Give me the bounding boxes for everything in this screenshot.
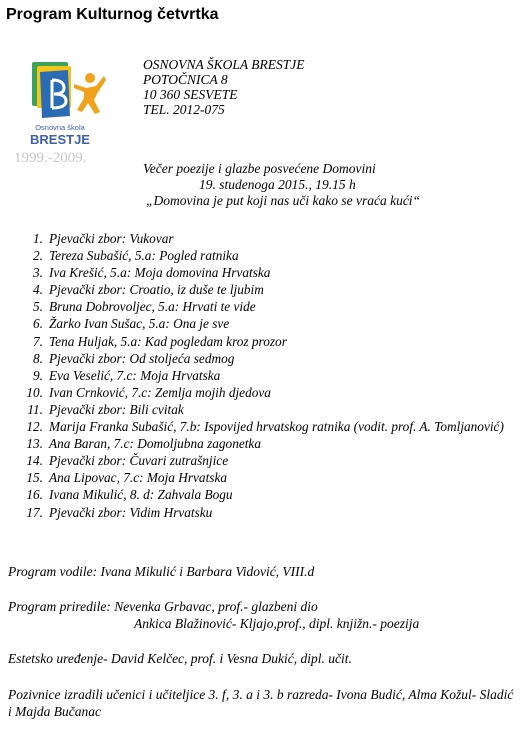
event-date: 19. studenoga 2015., 19.15 h xyxy=(199,177,356,192)
program-item: 8. Pjevački zbor: Od stoljeća sedmog xyxy=(33,350,235,366)
program-item: 4. Pjevački zbor: Croatio, iz duše te ljubim xyxy=(33,282,264,298)
program-list xyxy=(18,230,523,521)
page-title: Program Kulturnog četvrtka xyxy=(6,6,219,23)
address-line: 10 360 SESVETE xyxy=(143,87,238,102)
program-item: 3. Iva Krešić, 5.a: Moja domovina Hrvatska xyxy=(33,265,271,281)
program-item: 7. Tena Huljak, 5.a: Kad pogledam kroz prozor xyxy=(33,333,287,349)
address-line: TEL. 2012-075 xyxy=(143,102,225,117)
program-item: 11. Pjevački zbor: Bili cvitak xyxy=(27,401,184,417)
program-item: 15. Ana Lipovac, 7.c: Moja Hrvatska xyxy=(26,470,227,486)
logo-years: 1999.-2009. xyxy=(14,150,87,166)
address-line: OSNOVNA ŠKOLA BRESTJE xyxy=(143,57,305,72)
design-line: Estetsko uređenje- David Kelčec, prof. i Vesna Dukić, dipl. učit. xyxy=(8,651,352,666)
event-info xyxy=(143,161,523,209)
program-item: 2. Tereza Subašić, 5.a: Pogled ratnika xyxy=(33,248,239,264)
logo-figure-head xyxy=(85,73,95,83)
program-item: 1. Pjevački zbor: Vukovar xyxy=(33,231,174,246)
program-item: 6. Žarko Ivan Sušac, 5.a: Ona je sve xyxy=(33,316,230,332)
school-logo xyxy=(10,56,122,168)
hosts-line: Program vodile: Ivana Mikulić i Barbara Vidović, VIII.d xyxy=(8,564,315,579)
invitations-line: Pozivnice izradili učenici i učiteljice 3. f, 3. a i 3. b razreda- Ivona Budić, Alma Kožul- Sladić i Majda Bučanac xyxy=(8,687,514,719)
organizers-block xyxy=(8,598,520,632)
program-item: 9. Eva Veselić, 7.c: Moja Hrvatska xyxy=(33,367,221,383)
address-line: POTOČNICA 8 xyxy=(143,72,228,87)
event-motto: „Domovina je put koji nas uči kako se vraća kući“ xyxy=(146,193,421,208)
logo-school-label: Osnovna škola xyxy=(35,123,85,132)
program-item: 5. Bruna Dobrovoljec, 5.a: Hrvati te vide xyxy=(33,299,256,315)
organizers-line: Program priredile: Nevenka Grbavac, prof.- glazbeni dio xyxy=(8,599,318,614)
program-item: 13. Ana Baran, 7.c: Domoljubna zagonetka xyxy=(26,436,261,452)
logo-school-name: BRESTJE xyxy=(30,132,90,147)
program-item: 14. Pjevački zbor: Čuvari zutrašnjice xyxy=(26,453,229,469)
program-item: 12. Marija Franka Subašić, 7.b: Ispovijed hrvatskog ratnika (vodit. prof. A. Tomljanović) xyxy=(26,419,504,435)
program-item: 17. Pjevački zbor: Vidim Hrvatsku xyxy=(26,504,213,520)
program-item: 10. Ivan Crnković, 7.c: Zemlja mojih djedova xyxy=(26,384,271,400)
event-title: Večer poezije i glazbe posvećene Domovini xyxy=(143,161,376,176)
program-item: 16. Ivana Mikulić, 8. d: Zahvala Bogu xyxy=(26,487,233,503)
organizers-line: Ankica Blažinović- Kljajo,prof., dipl. knjižn.- poezija xyxy=(134,616,420,631)
school-address xyxy=(143,57,305,117)
